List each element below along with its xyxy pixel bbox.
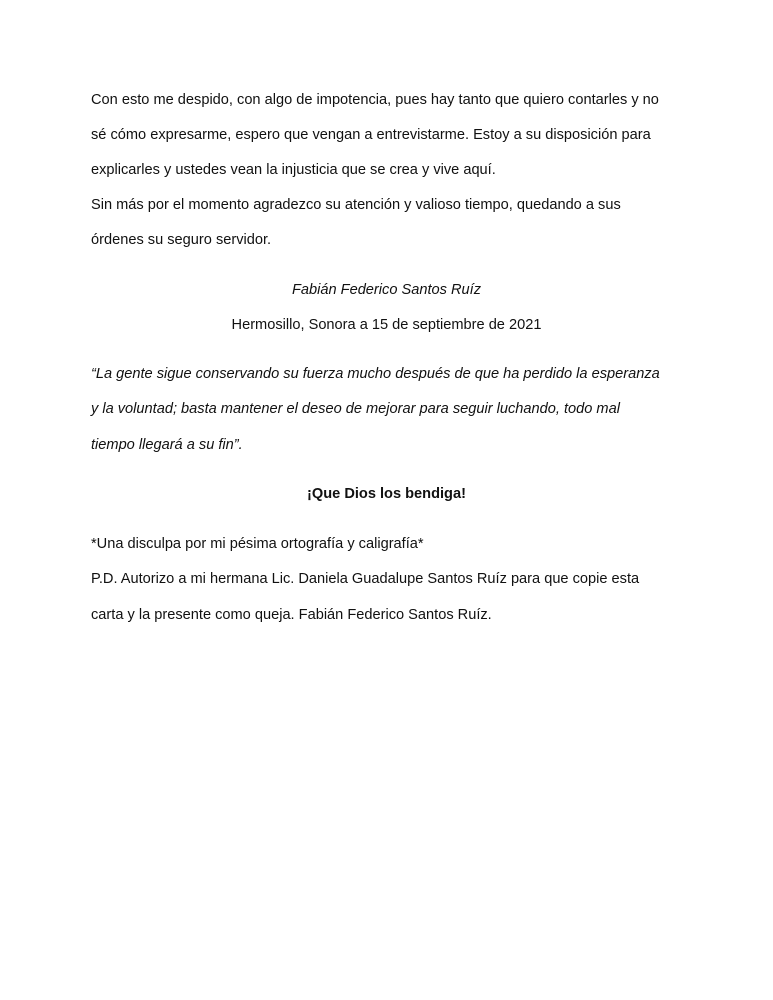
text-line: carta y la presente como queja. Fabián Federico Santos Ruíz. — [91, 607, 492, 623]
signature: Fabián Federico Santos Ruíz — [291, 282, 481, 298]
text-line: Sin más por el momento agradezco su atención y valioso tiempo, quedando a sus — [91, 197, 621, 213]
text-line: Con esto me despido, con algo de impotencia, pues hay tanto que quiero contarles y no — [91, 92, 659, 108]
text-line: sé cómo expresarme, espero que vengan a entrevistarme. Estoy a su disposición para — [91, 127, 651, 143]
text-line: P.D. Autorizo a mi hermana Lic. Daniela Guadalupe Santos Ruíz para que copie esta — [91, 571, 640, 587]
text-line: órdenes su seguro servidor. — [91, 232, 272, 248]
place-date: Hermosillo, Sonora a 15 de septiembre de 2021 — [231, 317, 542, 333]
quote-line: “La gente sigue conservando su fuerza mucho después de que ha perdido la esperanza — [91, 366, 660, 382]
blessing: ¡Que Dios los bendiga! — [307, 486, 466, 502]
text-line: explicarles y ustedes vean la injusticia que se crea y vive aquí. — [91, 162, 496, 178]
quote-line: y la voluntad; basta mantener el deseo de mejorar para seguir luchando, todo mal — [91, 401, 620, 417]
quote-line: tiempo llegará a su fin”. — [91, 437, 243, 453]
apology: *Una disculpa por mi pésima ortografía y caligrafía* — [91, 536, 424, 552]
